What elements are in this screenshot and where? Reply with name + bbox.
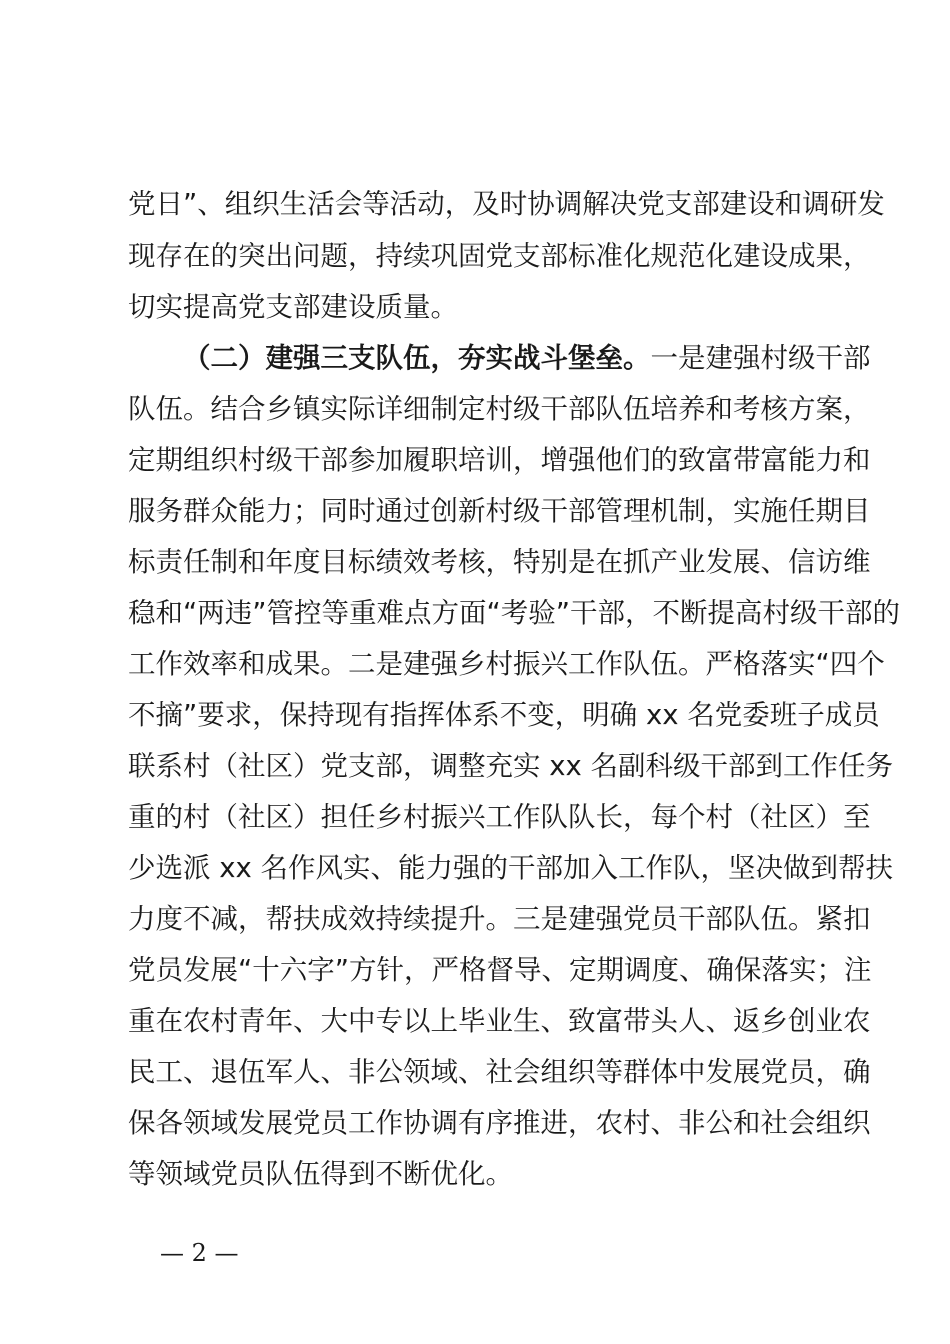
section-heading: （二）建强三支队伍，夯实战斗堡垒。 xyxy=(183,342,651,374)
paragraph1-line2: 现存在的突出问题，持续巩固党支部标准化规范化建设成果， xyxy=(128,240,871,272)
paragraph2-line: 力度不减，帮扶成效持续提升。三是建强党员干部队伍。紧扣 xyxy=(128,903,871,935)
page-number: — 2 — xyxy=(160,1239,239,1267)
paragraph2-line: 重在农村青年、大中专以上毕业生、致富带头人、返乡创业农 xyxy=(128,1005,871,1037)
paragraph2-line: 标责任制和年度目标绩效考核，特别是在抓产业发展、信访维 xyxy=(128,546,871,578)
paragraph2-line1-rest: 一是建强村级干部 xyxy=(650,342,871,374)
paragraph2-line: 保各领域发展党员工作协调有序推进，农村、非公和社会组织 xyxy=(128,1107,871,1139)
paragraph1-line1: 党日”、组织生活会等活动，及时协调解决党支部建设和调研发 xyxy=(128,188,885,220)
paragraph2-line: 民工、退伍军人、非公领域、社会组织等群体中发展党员，确 xyxy=(128,1056,871,1088)
paragraph2-line: 等领域党员队伍得到不断优化。 xyxy=(128,1158,513,1190)
paragraph2-line: 联系村（社区）党支部，调整充实 xx 名副科级干部到工作任务 xyxy=(128,750,894,782)
paragraph2-line: 党员发展“十六字”方针，严格督导、定期调度、确保落实；注 xyxy=(128,954,872,986)
paragraph1-line3: 切实提高党支部建设质量。 xyxy=(128,291,458,323)
paragraph2-line: 服务群众能力；同时通过创新村级干部管理机制，实施任期目 xyxy=(128,495,871,527)
paragraph2-line: 工作效率和成果。二是建强乡村振兴工作队伍。严格落实“四个 xyxy=(128,648,885,680)
paragraph2-line: 稳和“两违”管控等重难点方面“考验”干部，不断提高村级干部的 xyxy=(128,597,900,629)
paragraph2-line: 不摘”要求，保持现有指挥体系不变，明确 xx 名党委班子成员 xyxy=(128,699,880,731)
paragraph2-line1 xyxy=(183,332,871,384)
paragraph2-line: 少选派 xx 名作风实、能力强的干部加入工作队，坚决做到帮扶 xyxy=(128,852,894,884)
paragraph2-line: 队伍。结合乡镇实际详细制定村级干部队伍培养和考核方案， xyxy=(128,393,871,425)
paragraph2-line: 定期组织村级干部参加履职培训，增强他们的致富带富能力和 xyxy=(128,444,871,476)
paragraph2-line: 重的村（社区）担任乡村振兴工作队队长，每个村（社区）至 xyxy=(128,801,871,833)
